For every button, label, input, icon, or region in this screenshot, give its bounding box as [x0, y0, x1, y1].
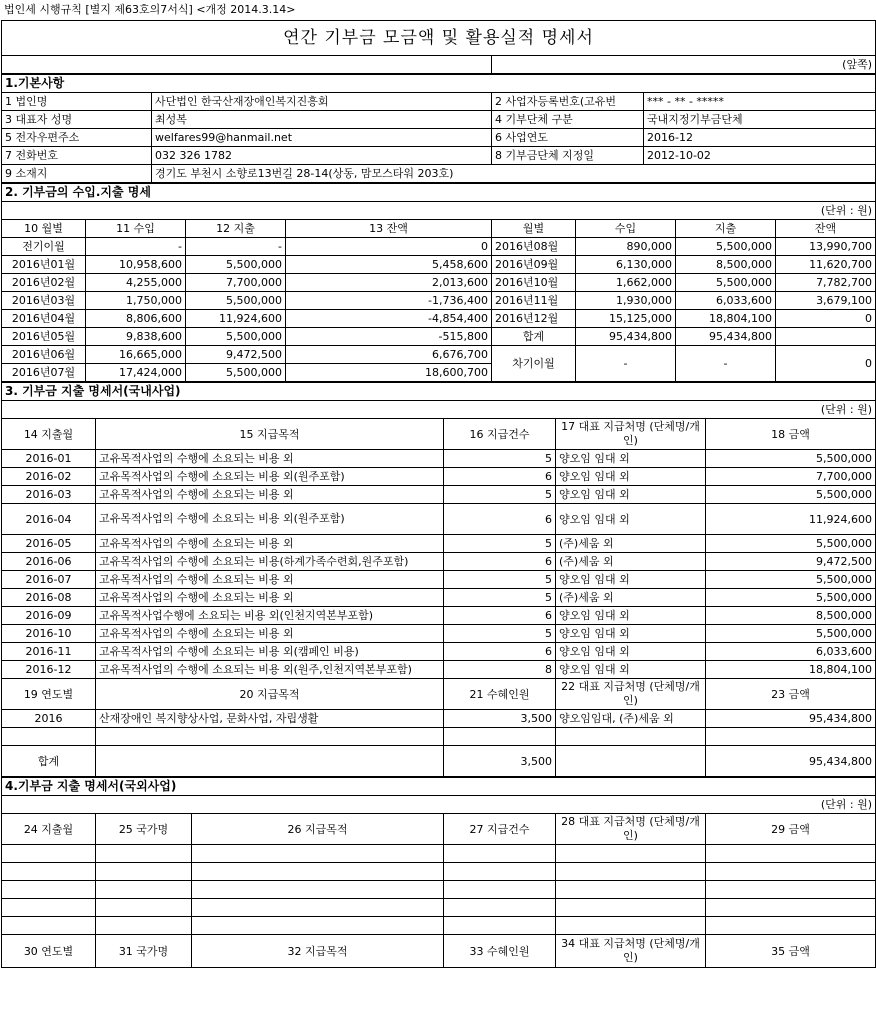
- domestic-header-purpose: 15 지급목적: [96, 419, 444, 450]
- income-carry-cell: 차기이월: [492, 346, 576, 382]
- fiscal-year-value: 2016-12: [644, 129, 876, 147]
- designation-date-label: 8 기부금단체 지정일: [492, 147, 644, 165]
- income-left-cell: 2016년03월: [2, 292, 86, 310]
- domestic-cell: 양오임 임대 외: [556, 643, 706, 661]
- corp-name-value: 사단법인 한국산재장애인복지진흥회: [152, 93, 492, 111]
- income-left-cell: 5,500,000: [186, 256, 286, 274]
- income-header-month: 10 월별: [2, 220, 86, 238]
- income-left-cell: -: [186, 238, 286, 256]
- domestic-year-value: 2016: [2, 710, 96, 728]
- domestic-row: [2, 607, 876, 625]
- domestic-cell: 2016-02: [2, 468, 96, 486]
- income-left-cell: -: [86, 238, 186, 256]
- income-row: [2, 346, 876, 364]
- domestic-cell: 5,500,000: [706, 486, 876, 504]
- overseas-header-amount: 29 금액: [706, 814, 876, 845]
- income-row: [2, 328, 876, 346]
- domestic-header2-people: 21 수혜인원: [444, 679, 556, 710]
- org-type-label: 4 기부단체 구분: [492, 111, 644, 129]
- income-left-cell: 2016년04월: [2, 310, 86, 328]
- domestic-cell: 5: [444, 571, 556, 589]
- overseas-header2-country: 31 국가명: [96, 935, 192, 968]
- domestic-cell: 2016-04: [2, 504, 96, 535]
- income-header2-in: 수입: [576, 220, 676, 238]
- domestic-cell: 고유목적사업의 수행에 소요되는 비용 외(원주포함): [96, 468, 444, 486]
- domestic-row: [2, 535, 876, 553]
- income-right-cell: 890,000: [576, 238, 676, 256]
- domestic-row: [2, 504, 876, 535]
- domestic-cell: 2016-11: [2, 643, 96, 661]
- income-right-cell: 95,434,800: [676, 328, 776, 346]
- income-left-cell: 0: [286, 238, 492, 256]
- domestic-row: [2, 625, 876, 643]
- domestic-cell: 6,033,600: [706, 643, 876, 661]
- domestic-cell: 9,472,500: [706, 553, 876, 571]
- corp-name-label: 1 법인명: [2, 93, 152, 111]
- domestic-cell: 고유목적사업의 수행에 소요되는 비용 외: [96, 625, 444, 643]
- reg-number-value: *** - ** - *****: [644, 93, 876, 111]
- domestic-cell: 6: [444, 468, 556, 486]
- domestic-cell: 고유목적사업수행에 소요되는 비용 외(인천지역본부포함): [96, 607, 444, 625]
- income-header2-balance: 잔액: [776, 220, 876, 238]
- front-side-label: (앞쪽): [492, 56, 876, 74]
- domestic-cell: 2016-12: [2, 661, 96, 679]
- designation-date-value: 2012-10-02: [644, 147, 876, 165]
- income-header2-month: 월별: [492, 220, 576, 238]
- income-row: [2, 238, 876, 256]
- title-table: [1, 20, 876, 74]
- income-right-cell: 5,500,000: [676, 274, 776, 292]
- domestic-total-people: 3,500: [444, 746, 556, 777]
- income-left-cell: 6,676,700: [286, 346, 492, 364]
- domestic-cell: 2016-05: [2, 535, 96, 553]
- income-unit-label: (단위 : 원): [2, 202, 876, 220]
- domestic-year-people: 3,500: [444, 710, 556, 728]
- income-left-cell: 17,424,000: [86, 364, 186, 382]
- domestic-cell: 5: [444, 450, 556, 468]
- domestic-cell: 5: [444, 625, 556, 643]
- income-row: [2, 310, 876, 328]
- income-left-cell: 18,600,700: [286, 364, 492, 382]
- section-income-title: 2. 기부금의 수입.지출 명세: [2, 184, 876, 202]
- income-left-cell: 2016년02월: [2, 274, 86, 292]
- income-left-cell: 5,458,600: [286, 256, 492, 274]
- income-left-cell: 전기이월: [2, 238, 86, 256]
- income-carry-cell: -: [576, 346, 676, 382]
- domestic-cell: 고유목적사업의 수행에 소요되는 비용 외(원주포함): [96, 504, 444, 535]
- overseas-expense-table: [1, 777, 876, 968]
- income-row: [2, 256, 876, 274]
- domestic-cell: 양오임 임대 외: [556, 625, 706, 643]
- income-left-cell: 5,500,000: [186, 292, 286, 310]
- domestic-cell: 고유목적사업의 수행에 소요되는 비용 외: [96, 571, 444, 589]
- reg-number-label: 2 사업자등록번호(고유번: [492, 93, 644, 111]
- income-right-cell: 3,679,100: [776, 292, 876, 310]
- domestic-total-amount: 95,434,800: [706, 746, 876, 777]
- domestic-row: [2, 643, 876, 661]
- income-left-cell: 10,958,600: [86, 256, 186, 274]
- overseas-header2-people: 33 수혜인원: [444, 935, 556, 968]
- income-right-cell: 0: [776, 310, 876, 328]
- domestic-cell: 5: [444, 486, 556, 504]
- domestic-cell: 5,500,000: [706, 450, 876, 468]
- income-right-cell: 95,434,800: [576, 328, 676, 346]
- income-left-cell: 4,255,000: [86, 274, 186, 292]
- domestic-cell: 2016-08: [2, 589, 96, 607]
- domestic-header-amount: 18 금액: [706, 419, 876, 450]
- domestic-cell: 5: [444, 535, 556, 553]
- domestic-header2-purpose: 20 지급목적: [96, 679, 444, 710]
- domestic-cell: 11,924,600: [706, 504, 876, 535]
- domestic-cell: (주)세움 외: [556, 535, 706, 553]
- income-left-cell: 9,472,500: [186, 346, 286, 364]
- income-left-cell: -4,854,400: [286, 310, 492, 328]
- rep-name-value: 최성복: [152, 111, 492, 129]
- section-overseas-title: 4.기부금 지출 명세서(국외사업): [2, 778, 876, 796]
- overseas-header-payee: 28 대표 지급처명 (단체명/개인): [556, 814, 706, 845]
- income-carry-cell: -: [676, 346, 776, 382]
- income-right-cell: 6,033,600: [676, 292, 776, 310]
- domestic-cell: 6: [444, 607, 556, 625]
- domestic-year-amount: 95,434,800: [706, 710, 876, 728]
- address-label: 9 소재지: [2, 165, 152, 183]
- income-left-cell: 8,806,600: [86, 310, 186, 328]
- income-right-cell: 18,804,100: [676, 310, 776, 328]
- domestic-row: [2, 571, 876, 589]
- overseas-header2-amount: 35 금액: [706, 935, 876, 968]
- domestic-cell: 고유목적사업의 수행에 소요되는 비용(하계가족수련회,원주포함): [96, 553, 444, 571]
- income-right-cell: 11,620,700: [776, 256, 876, 274]
- rep-name-label: 3 대표자 성명: [2, 111, 152, 129]
- domestic-cell: 8,500,000: [706, 607, 876, 625]
- income-right-cell: 7,782,700: [776, 274, 876, 292]
- address-value: 경기도 부천시 소향로13번길 28-14(상동, 맘모스타워 203호): [152, 165, 876, 183]
- income-right-cell: 2016년12월: [492, 310, 576, 328]
- domestic-total-label: 합계: [2, 746, 96, 777]
- overseas-unit-label: (단위 : 원): [2, 796, 876, 814]
- domestic-year-payee: 양오임임대, (주)세움 외: [556, 710, 706, 728]
- income-header-out: 12 지출: [186, 220, 286, 238]
- income-right-cell: 13,990,700: [776, 238, 876, 256]
- income-right-cell: 합계: [492, 328, 576, 346]
- income-right-cell: 2016년11월: [492, 292, 576, 310]
- income-left-cell: 2016년01월: [2, 256, 86, 274]
- domestic-cell: 5: [444, 589, 556, 607]
- domestic-header2-payee: 22 대표 지급처명 (단체명/개인): [556, 679, 706, 710]
- domestic-cell: 2016-03: [2, 486, 96, 504]
- domestic-cell: 2016-07: [2, 571, 96, 589]
- domestic-cell: 5,500,000: [706, 589, 876, 607]
- form-title: 연간 기부금 모금액 및 활용실적 명세서: [2, 21, 876, 56]
- income-left-cell: 16,665,000: [86, 346, 186, 364]
- income-right-cell: 1,662,000: [576, 274, 676, 292]
- domestic-cell: 양오임 임대 외: [556, 468, 706, 486]
- domestic-cell: 양오임 임대 외: [556, 504, 706, 535]
- income-header-balance: 13 잔액: [286, 220, 492, 238]
- domestic-header2-amount: 23 금액: [706, 679, 876, 710]
- domestic-cell: 18,804,100: [706, 661, 876, 679]
- domestic-cell: 고유목적사업의 수행에 소요되는 비용 외(원주,인천지역본부포함): [96, 661, 444, 679]
- domestic-cell: (주)세움 외: [556, 553, 706, 571]
- income-header-in: 11 수입: [86, 220, 186, 238]
- email-label: 5 전자우편주소: [2, 129, 152, 147]
- domestic-cell: 양오임 임대 외: [556, 661, 706, 679]
- domestic-cell: 고유목적사업의 수행에 소요되는 비용 외: [96, 535, 444, 553]
- overseas-header-month: 24 지출월: [2, 814, 96, 845]
- domestic-cell: 7,700,000: [706, 468, 876, 486]
- fiscal-year-label: 6 사업연도: [492, 129, 644, 147]
- domestic-expense-table: [1, 382, 876, 777]
- domestic-cell: 2016-10: [2, 625, 96, 643]
- overseas-header2-purpose: 32 지급목적: [192, 935, 444, 968]
- domestic-row: [2, 450, 876, 468]
- domestic-cell: 양오임 임대 외: [556, 450, 706, 468]
- income-left-cell: 5,500,000: [186, 364, 286, 382]
- domestic-cell: 양오임 임대 외: [556, 607, 706, 625]
- section-domestic-title: 3. 기부금 지출 명세서(국내사업): [2, 383, 876, 401]
- income-right-cell: 2016년08월: [492, 238, 576, 256]
- domestic-cell: 5,500,000: [706, 625, 876, 643]
- income-carry-cell: 0: [776, 346, 876, 382]
- income-left-cell: 9,838,600: [86, 328, 186, 346]
- income-left-cell: 1,750,000: [86, 292, 186, 310]
- domestic-header2-year: 19 연도별: [2, 679, 96, 710]
- domestic-cell: 고유목적사업의 수행에 소요되는 비용 외: [96, 450, 444, 468]
- domestic-cell: 고유목적사업의 수행에 소요되는 비용 외: [96, 486, 444, 504]
- domestic-cell: 양오임 임대 외: [556, 486, 706, 504]
- domestic-row: [2, 468, 876, 486]
- domestic-year-purpose: 산재장애인 복지향상사업, 문화사업, 자립생활: [96, 710, 444, 728]
- income-left-cell: -515,800: [286, 328, 492, 346]
- domestic-cell: 6: [444, 504, 556, 535]
- income-left-cell: 2016년07월: [2, 364, 86, 382]
- domestic-header-payee: 17 대표 지급처명 (단체명/개인): [556, 419, 706, 450]
- income-right-cell: 15,125,000: [576, 310, 676, 328]
- income-left-cell: 7,700,000: [186, 274, 286, 292]
- income-right-cell: 8,500,000: [676, 256, 776, 274]
- domestic-header-month: 14 지출월: [2, 419, 96, 450]
- domestic-cell: 5,500,000: [706, 571, 876, 589]
- domestic-unit-label: (단위 : 원): [2, 401, 876, 419]
- income-right-cell: 1,930,000: [576, 292, 676, 310]
- income-row: [2, 274, 876, 292]
- domestic-cell: 양오임 임대 외: [556, 571, 706, 589]
- overseas-header-count: 27 지급건수: [444, 814, 556, 845]
- income-left-cell: 2016년05월: [2, 328, 86, 346]
- domestic-row: [2, 553, 876, 571]
- email-value: welfares99@hanmail.net: [152, 129, 492, 147]
- income-left-cell: -1,736,400: [286, 292, 492, 310]
- domestic-cell: 6: [444, 643, 556, 661]
- income-left-cell: 5,500,000: [186, 328, 286, 346]
- domestic-cell: 5,500,000: [706, 535, 876, 553]
- domestic-row: [2, 486, 876, 504]
- income-row: [2, 292, 876, 310]
- domestic-cell: 2016-09: [2, 607, 96, 625]
- income-header2-out: 지출: [676, 220, 776, 238]
- org-type-value: 국내지정기부금단체: [644, 111, 876, 129]
- overseas-header2-year: 30 연도별: [2, 935, 96, 968]
- section-basic-title: 1.기본사항: [2, 75, 876, 93]
- domestic-cell: 고유목적사업의 수행에 소요되는 비용 외(캠페인 비용): [96, 643, 444, 661]
- income-left-cell: 2016년06월: [2, 346, 86, 364]
- domestic-row: [2, 589, 876, 607]
- basic-info-table: [1, 74, 876, 183]
- domestic-cell: 6: [444, 553, 556, 571]
- income-right-cell: 6,130,000: [576, 256, 676, 274]
- domestic-row: [2, 661, 876, 679]
- income-right-cell: [776, 328, 876, 346]
- regulation-text: 법인세 시행규칙 [별지 제63호의7서식] <개정 2014.3.14>: [4, 3, 296, 16]
- income-left-cell: 11,924,600: [186, 310, 286, 328]
- income-left-cell: 2,013,600: [286, 274, 492, 292]
- income-right-cell: 2016년09월: [492, 256, 576, 274]
- overseas-header2-payee: 34 대표 지급처명 (단체명/개인): [556, 935, 706, 968]
- phone-value: 032 326 1782: [152, 147, 492, 165]
- income-right-cell: 2016년10월: [492, 274, 576, 292]
- domestic-cell: 2016-01: [2, 450, 96, 468]
- phone-label: 7 전화번호: [2, 147, 152, 165]
- domestic-cell: 고유목적사업의 수행에 소요되는 비용 외: [96, 589, 444, 607]
- domestic-cell: 8: [444, 661, 556, 679]
- income-right-cell: 5,500,000: [676, 238, 776, 256]
- income-expense-table: [1, 183, 876, 382]
- domestic-header-count: 16 지급건수: [444, 419, 556, 450]
- overseas-header-country: 25 국가명: [96, 814, 192, 845]
- domestic-cell: 2016-06: [2, 553, 96, 571]
- domestic-cell: (주)세움 외: [556, 589, 706, 607]
- overseas-header-purpose: 26 지급목적: [192, 814, 444, 845]
